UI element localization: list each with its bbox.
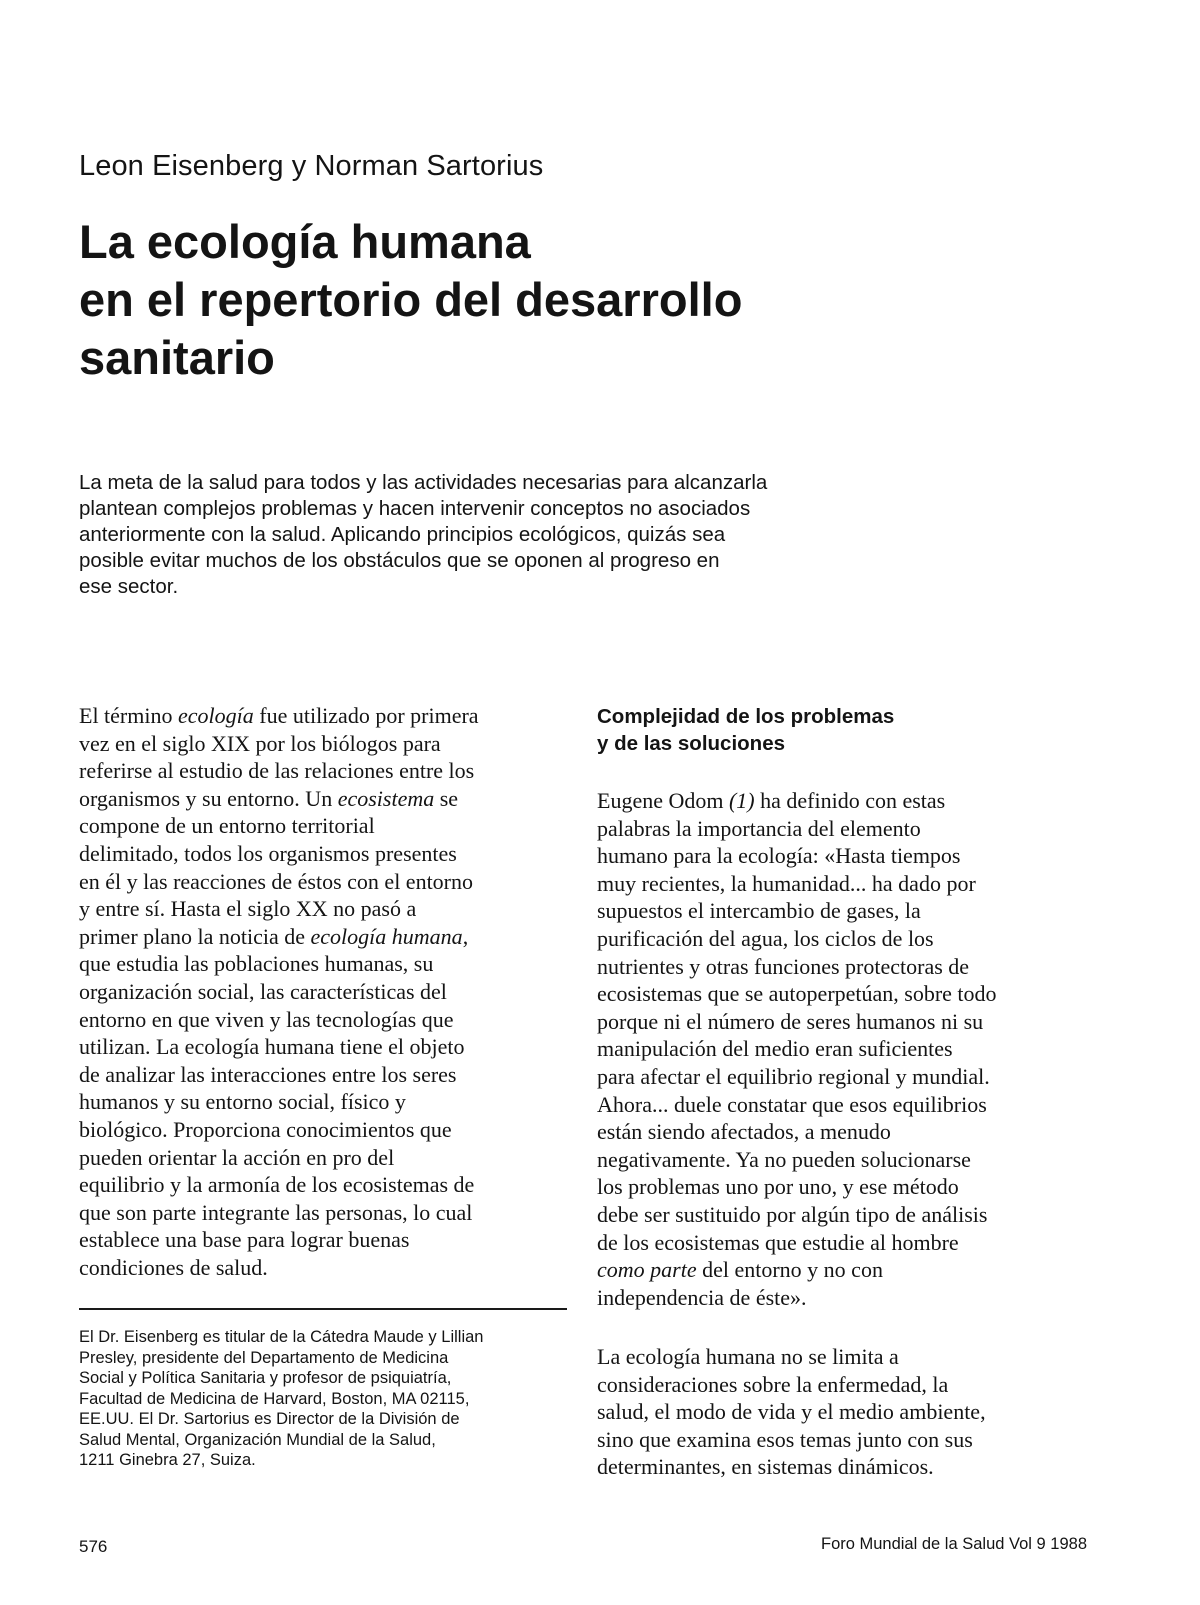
footnote-line: EE.UU. El Dr. Sartorius es Director de la División de (79, 1410, 460, 1428)
authors-line: Leon Eisenberg y Norman Sartorius (79, 150, 544, 182)
italic-term: como parte (597, 1257, 697, 1283)
body-line: utilizan. La ecología humana tiene el objeto (79, 1034, 465, 1060)
abstract (79, 470, 909, 600)
body-line: independencia de éste». (597, 1284, 807, 1310)
page-number: 576 (79, 1537, 108, 1556)
body-line: compone de un entorno territorial (79, 813, 375, 839)
body-line: están siendo afectados, a menudo (597, 1119, 891, 1145)
title-line: La ecología humana (79, 215, 531, 268)
body-line: de analizar las interacciones entre los seres (79, 1061, 457, 1087)
body-line: purificación del agua, los ciclos de los (597, 925, 934, 951)
body-line: porque ni el número de seres humanos ni su (597, 1008, 984, 1034)
footnote-line: Presley, presidente del Departamento de Medicina (79, 1348, 449, 1367)
journal-citation: Foro Mundial de la Salud Vol 9 1988 (820, 1535, 1087, 1553)
body-line: delimitado, todos los organismos presentes (79, 840, 457, 866)
title-line: en el repertorio del desarrollo (79, 273, 743, 326)
left-column-text (79, 702, 569, 1281)
body-line (597, 1256, 1087, 1284)
body-line: manipulación del medio eran suficientes (597, 1036, 953, 1062)
footnote-line: Facultad de Medicina de Harvard, Boston, MA 02115, (79, 1389, 470, 1408)
body-line: para afectar el equilibrio regional y mundial. (597, 1063, 990, 1089)
reference-marker: (1) (728, 788, 755, 813)
abstract-line: anteriormente con la salud. Aplicando principios ecológicos, quizás sea (79, 523, 726, 546)
body-line: entorno en que viven y las tecnologías que (79, 1006, 454, 1032)
body-line (79, 785, 569, 813)
right-column-paragraph-2 (597, 1343, 1087, 1481)
body-line: salud, el modo de vida y el medio ambiente, (597, 1399, 986, 1425)
footnote-divider (79, 1308, 567, 1310)
italic-term: ecosistema (337, 785, 435, 811)
body-line: referirse al estudio de las relaciones entre los (79, 758, 475, 784)
body-line: organización social, las características del (79, 978, 447, 1004)
text-span: fue utilizado por primera (253, 703, 479, 728)
body-line: Ahora... duele constatar que esos equilibrios (597, 1091, 987, 1117)
footnote-line: El Dr. Eisenberg es titular de la Cátedra Maude y Lillian (79, 1328, 484, 1346)
body-line: en él y las reacciones de éstos con el entorno (79, 868, 474, 894)
body-line: que estudia las poblaciones humanas, su (79, 951, 434, 977)
right-column-paragraph-1 (597, 787, 1087, 1311)
body-line (79, 702, 569, 730)
body-line: consideraciones sobre la enfermedad, la (597, 1371, 949, 1397)
italic-term: ecología humana (310, 923, 463, 949)
title-line: sanitario (79, 331, 275, 384)
body-line: los problemas uno por uno, y ese método (597, 1174, 959, 1200)
body-line: La ecología humana no se limita a (597, 1344, 899, 1369)
body-line: negativamente. Ya no pueden solucionarse (597, 1146, 971, 1172)
heading-line: y de las soluciones (597, 732, 785, 755)
body-line: de los ecosistemas que estudie al hombre (597, 1229, 959, 1255)
body-line: equilibrio y la armonía de los ecosistemas de (79, 1172, 475, 1198)
text-span: primer plano la noticia de (79, 923, 311, 949)
text-span: , (462, 923, 469, 949)
text-span: Eugene Odom (597, 788, 729, 813)
body-line: pueden orientar la acción en pro del (79, 1144, 395, 1170)
section-heading (597, 703, 894, 757)
footnote-line: 1211 Ginebra 27, Suiza. (79, 1451, 256, 1469)
abstract-line: ese sector. (79, 575, 179, 598)
text-span: organismos y su entorno. Un (79, 785, 338, 811)
heading-line: Complejidad de los problemas (597, 705, 895, 728)
body-line: debe ser sustituido por algún tipo de análisis (597, 1201, 988, 1227)
text-span: del entorno y no con (696, 1257, 883, 1283)
article-title (79, 213, 742, 387)
body-line: y entre sí. Hasta el siglo XX no pasó a (79, 896, 417, 922)
body-line (79, 923, 569, 951)
body-line: humano para la ecología: «Hasta tiempos (597, 843, 961, 869)
body-line (597, 787, 1087, 815)
body-line: supuestos el intercambio de gases, la (597, 898, 921, 924)
body-line: biológico. Proporciona conocimientos que (79, 1116, 452, 1142)
body-line: vez en el siglo XIX por los biólogos para (79, 730, 441, 756)
abstract-line: posible evitar muchos de los obstáculos que se oponen al progreso en (79, 549, 720, 572)
footnote-line: Salud Mental, Organización Mundial de la Salud, (79, 1430, 436, 1449)
body-line: determinantes, en sistemas dinámicos. (597, 1454, 934, 1480)
italic-term: ecología (177, 703, 254, 728)
footnote-line: Social y Política Sanitaria y profesor de psiquiatría, (79, 1369, 452, 1387)
text-span: ha definido con estas (754, 788, 946, 813)
body-line: muy recientes, la humanidad... ha dado por (597, 870, 976, 896)
body-line: humanos y su entorno social, físico y (79, 1089, 406, 1115)
text-span: se (434, 785, 459, 811)
body-line: palabras la importancia del elemento (597, 815, 921, 841)
text-span: El término (79, 703, 178, 728)
body-line: que son parte integrante las personas, lo cual (79, 1199, 473, 1225)
author-footnote (79, 1327, 483, 1471)
body-line: nutrientes y otras funciones protectoras de (597, 953, 970, 979)
body-line: ecosistemas que se autoperpetúan, sobre todo (597, 981, 997, 1007)
abstract-line: plantean complejos problemas y hacen intervenir conceptos no asociados (79, 497, 751, 520)
body-line: sino que examina esos temas junto con sus (597, 1426, 973, 1452)
body-line: condiciones de salud. (79, 1254, 268, 1280)
body-line: establece una base para lograr buenas (79, 1227, 410, 1253)
abstract-line: La meta de la salud para todos y las actividades necesarias para alcanzarla (79, 471, 768, 494)
